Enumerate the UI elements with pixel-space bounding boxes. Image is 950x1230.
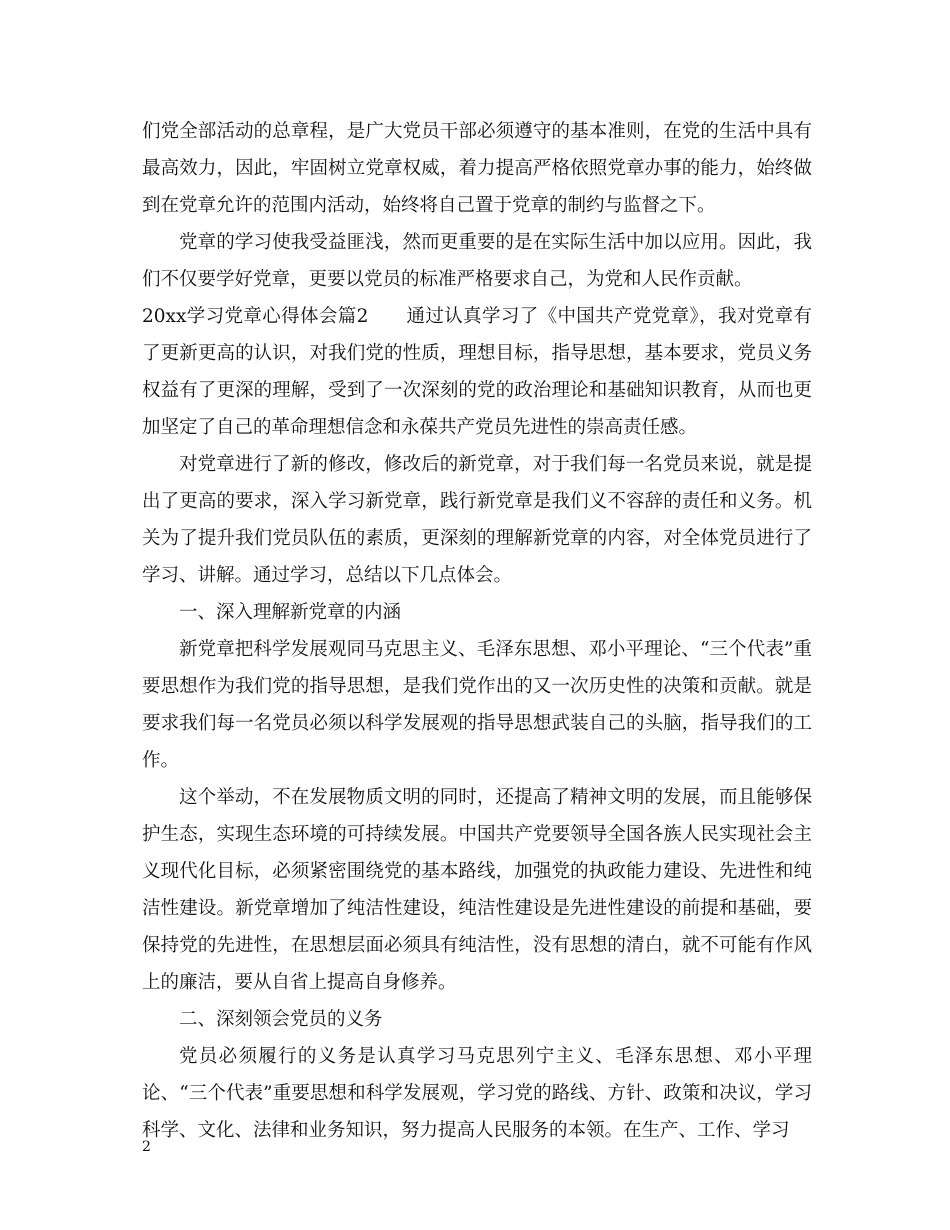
page-number: 2 bbox=[142, 1139, 151, 1155]
paragraph-guiding-thought: 新党章把科学发展观同马克思主义、毛泽东思想、邓小平理论、“三个代表”重要思想作为我们党的指导思想，是我们党作出的又一次历史性的决策和贡献。就是要求我们每一名党员必须以科学发展观的指导思想武装自己的头脑，指导我们的工作。 bbox=[142, 639, 812, 771]
document-body bbox=[142, 113, 812, 1149]
paragraph-member-duties: 党员必须履行的义务是认真学习马克思列宁主义、毛泽东思想、邓小平理论、“三个代表”重要思想和科学发展观，学习党的路线、方针、政策和决议，学习科学、文化、法律和业务知识，努力提高人民服务的本领。在生产、工作、学习 bbox=[142, 1046, 812, 1141]
paragraph-civilization: 这个举动，不在发展物质文明的同时，还提高了精神文明的发展，而且能够保护生态，实现生态环境的可持续发展。中国共产党要领导全国各族人民实现社会主义现代化目标，必须紧密围绕党的基本路线，加强党的执政能力建设、先进性和纯洁性建设。新党章增加了纯洁性建设，纯洁性建设是先进性建设的前提和基础，要保持党的先进性，在思想层面必须具有纯洁性，没有思想的清白，就不可能有作风上的廉洁，要从自省上提高自身修养。 bbox=[142, 787, 812, 993]
section-heading-2: 二、深刻领会党员的义务 bbox=[179, 1009, 383, 1030]
section-heading-1: 一、深入理解新党章的内涵 bbox=[179, 602, 402, 623]
paragraph-new-charter: 对党章进行了新的修改，修改后的新党章，对于我们每一名党员来说，就是提出了更高的要求，深入学习新党章，践行新党章是我们义不容辞的责任和义务。机关为了提升我们党员队伍的素质，更深刻的理解新党章的内容，对全体党员进行了学习、讲解。通过学习，总结以下几点体会。 bbox=[142, 454, 812, 586]
paragraph-benefit: 党章的学习使我受益匪浅，然而更重要的是在实际生活中加以应用。因此，我们不仅要学好党章，更要以党员的标准严格要求自己，为党和人民作贡献。 bbox=[142, 232, 812, 290]
paragraph-continuation: 们党全部活动的总章程，是广大党员干部必须遵守的基本准则，在党的生活中具有最高效力，因此，牢固树立党章权威，着力提高严格依照党章办事的能力，始终做到在党章允许的范围内活动，始终将自己置于党章的制约与监督之下。 bbox=[142, 121, 812, 216]
paragraph-article-2-intro: 20xx学习党章心得体会篇2 通过认真学习了《中国共产党党章》，我对党章有了更新更高的认识，对我们党的性质，理想目标，指导思想，基本要求，党员义务权益有了更深的理解，受到了一次深刻的党的政治理论和基础知识教育，从而也更加坚定了自己的革命理想信念和永葆共产党员先进性的崇高责任感。 bbox=[142, 306, 812, 438]
